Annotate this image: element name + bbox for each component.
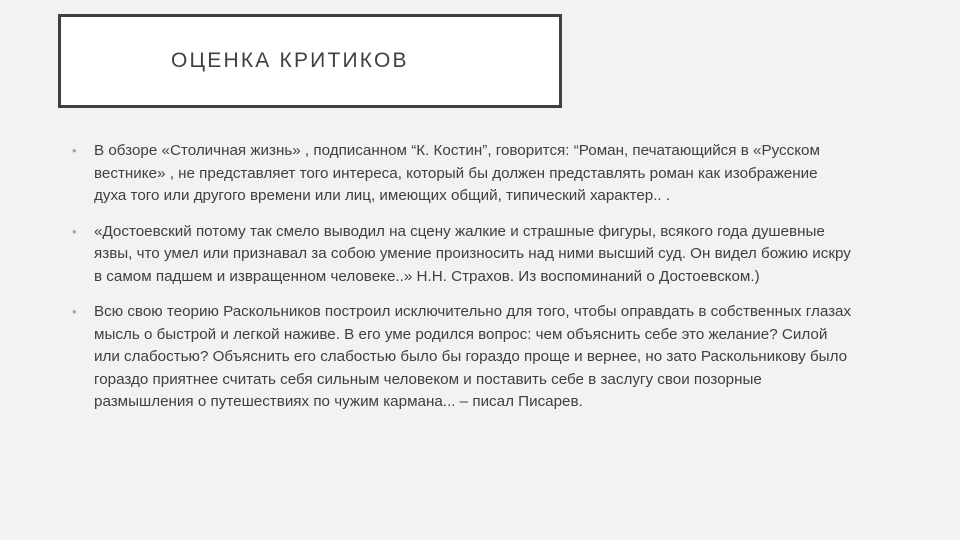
slide-title: ОЦЕНКА КРИТИКОВ [171, 49, 409, 72]
bullet-marker: • [72, 143, 77, 158]
title-box [58, 14, 562, 108]
bullet-marker: • [72, 304, 77, 319]
bullet-list [72, 140, 852, 427]
bullet-text: Всю свою теорию Раскольников построил исключительно для того, чтобы оправдать в собственных глазах мысль о быстрой и легкой наживе. В его уме родился вопрос: чем объяснить себе это желание? Силой или слабостью? Объяснить его слабостью было бы гораздо проще и вернее, но зато Раскольникову было гораздо приятнее считать себя сильным человеком и поставить себе в заслугу свои позорные размышления о путешествиях по чужим кармана... – писал Писарев. [94, 303, 852, 410]
bullet-text: В обзоре «Столичная жизнь» , подписанном “К. Костин”, говорится: “Роман, печатающийся в «Русском вестнике» , не представляет того интереса, который бы должен представлять роман как изображение духа того или другого времени или лиц, имеющих общий, типический характер.. . [94, 142, 820, 204]
bullet-item [72, 301, 852, 414]
bullet-marker: • [72, 223, 77, 239]
bullet-item [72, 140, 852, 208]
bullet-item [72, 221, 852, 289]
bullet-text: «Достоевский потому так смело выводил на сцену жалкие и страшные фигуры, всякого года душевные язвы, что умел или признавал за собою умение произносить над ними высший суд. Он видел божию искру в самом падшем и извращенном человеке..» Н.Н. Страхов. Из воспоминаний о Достоевском.) [94, 222, 851, 285]
